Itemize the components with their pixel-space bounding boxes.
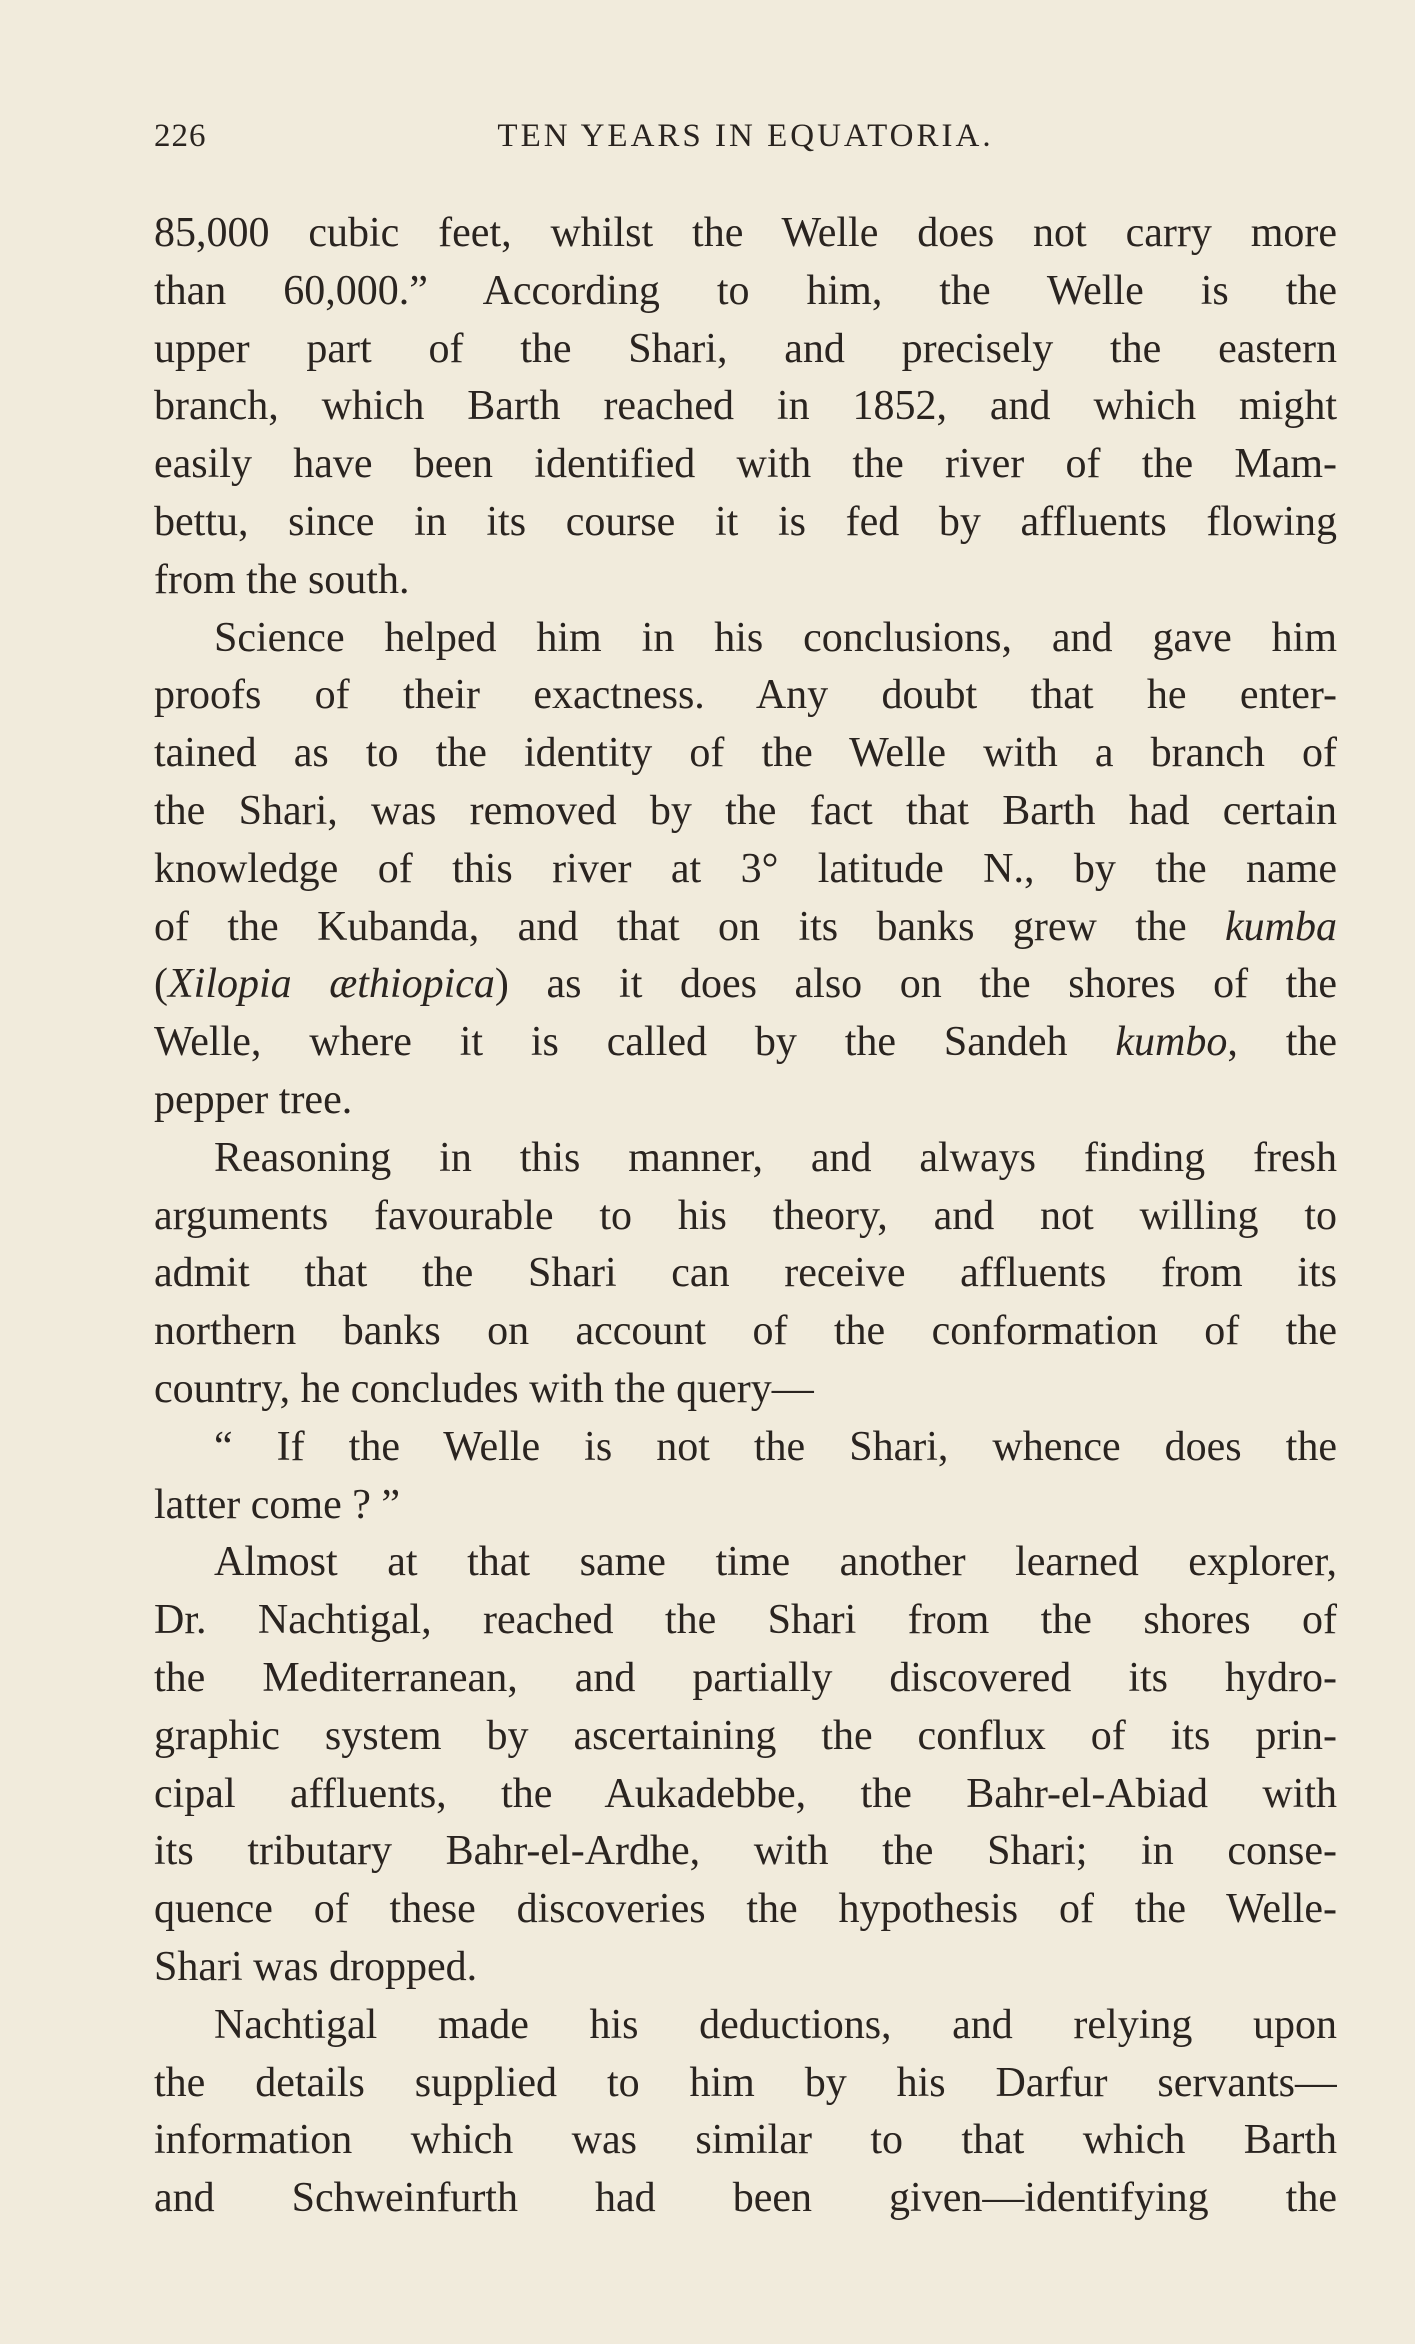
text-segment: , the <box>1227 1019 1337 1066</box>
text-line <box>154 1592 1337 1650</box>
text-line <box>154 1766 1337 1824</box>
text-segment: information which was similar to that which Barth <box>154 2117 1337 2164</box>
text-line <box>154 1881 1337 1939</box>
text-line <box>154 667 1337 725</box>
text-segment: tained as to the identity of the Welle with a branch of <box>154 730 1337 777</box>
text-segment: ) as it does also on the shores of the <box>494 961 1337 1008</box>
text-segment: country, he concludes with the query— <box>154 1365 814 1412</box>
text-segment: the Mediterranean, and partially discovered its hydro- <box>154 1654 1337 1701</box>
text-segment: Shari was dropped. <box>154 1943 478 1990</box>
text-line <box>154 1939 1337 1997</box>
text-segment: Science helped him in his conclusions, and gave him <box>214 614 1337 661</box>
text-segment: ( <box>154 961 168 1008</box>
text-segment: easily have been identified with the river of the Mam- <box>154 441 1337 488</box>
text-line <box>154 263 1337 321</box>
text-segment: Almost at that same time another learned explorer, <box>214 1539 1337 1586</box>
italic-text: kumbo <box>1115 1019 1228 1066</box>
text-line <box>154 725 1337 783</box>
body-text <box>154 205 1337 2228</box>
text-segment: from the south. <box>154 556 410 603</box>
text-line <box>154 899 1337 957</box>
text-line <box>154 494 1337 552</box>
text-line <box>154 1014 1337 1072</box>
text-segment: northern banks on account of the conformation of the <box>154 1308 1337 1355</box>
text-segment: of the Kubanda, and that on its banks grew the <box>154 903 1226 950</box>
text-segment: Reasoning in this manner, and always finding fresh <box>214 1134 1337 1181</box>
text-line <box>154 378 1337 436</box>
running-title: TEN YEARS IN EQUATORIA. <box>497 118 994 154</box>
text-segment: arguments favourable to his theory, and not willing to <box>154 1192 1337 1239</box>
text-line <box>154 1130 1337 1188</box>
text-line <box>154 841 1337 899</box>
text-segment: the details supplied to him by his Darfur servants— <box>154 2059 1337 2106</box>
text-segment: branch, which Barth reached in 1852, and which might <box>154 383 1337 430</box>
italic-text: Xilopia æthiopica <box>168 961 495 1008</box>
text-segment: the Shari, was removed by the fact that Barth had certain <box>154 787 1337 834</box>
text-line <box>154 205 1337 263</box>
text-line <box>154 1997 1337 2055</box>
page-number: 226 <box>154 118 207 154</box>
text-segment: than 60,000.” According to him, the Welle is the <box>154 267 1337 314</box>
text-segment: knowledge of this river at 3° latitude N., by the name <box>154 845 1337 892</box>
text-segment: cipal affluents, the Aukadebbe, the Bahr-el-Abiad with <box>154 1770 1337 1817</box>
text-segment: bettu, since in its course it is fed by affluents flowing <box>154 498 1337 545</box>
text-segment: Nachtigal made his deductions, and relying upon <box>214 2001 1337 2048</box>
text-line <box>154 1708 1337 1766</box>
text-line <box>154 1245 1337 1303</box>
text-segment: Welle, where it is called by the Sandeh <box>154 1019 1116 1066</box>
text-segment: and Schweinfurth had been given—identifying the <box>154 2175 1337 2222</box>
text-segment: “ If the Welle is not the Shari, whence does the <box>214 1423 1337 1470</box>
text-segment: latter come ? ” <box>154 1481 401 1528</box>
text-segment: quence of these discoveries the hypothesis of the Welle- <box>154 1886 1337 1933</box>
text-segment: upper part of the Shari, and precisely the eastern <box>154 325 1337 372</box>
text-line <box>154 610 1337 668</box>
text-line <box>154 321 1337 379</box>
text-line <box>154 2112 1337 2170</box>
running-header <box>154 118 1337 162</box>
text-line <box>154 1477 1337 1535</box>
text-segment: proofs of their exactness. Any doubt that he enter- <box>154 672 1337 719</box>
text-line <box>154 1072 1337 1130</box>
text-line <box>154 956 1337 1014</box>
text-line <box>154 2170 1337 2228</box>
text-segment: 85,000 cubic feet, whilst the Welle does not carry more <box>154 210 1337 256</box>
italic-text: kumba <box>1225 903 1337 950</box>
text-line <box>154 1650 1337 1708</box>
text-line <box>154 1823 1337 1881</box>
text-line <box>154 2055 1337 2113</box>
text-segment: admit that the Shari can receive affluents from its <box>154 1250 1337 1297</box>
text-line <box>154 1419 1337 1477</box>
text-segment: Dr. Nachtigal, reached the Shari from the shores of <box>154 1597 1337 1644</box>
text-line <box>154 1188 1337 1246</box>
text-line <box>154 436 1337 494</box>
text-segment: pepper tree. <box>154 1076 353 1123</box>
text-line <box>154 1361 1337 1419</box>
text-segment: its tributary Bahr-el-Ardhe, with the Shari; in conse- <box>154 1828 1337 1875</box>
text-segment: graphic system by ascertaining the conflux of its prin- <box>154 1712 1337 1759</box>
text-line <box>154 552 1337 610</box>
text-line <box>154 783 1337 841</box>
text-line <box>154 1303 1337 1361</box>
text-line <box>154 1534 1337 1592</box>
